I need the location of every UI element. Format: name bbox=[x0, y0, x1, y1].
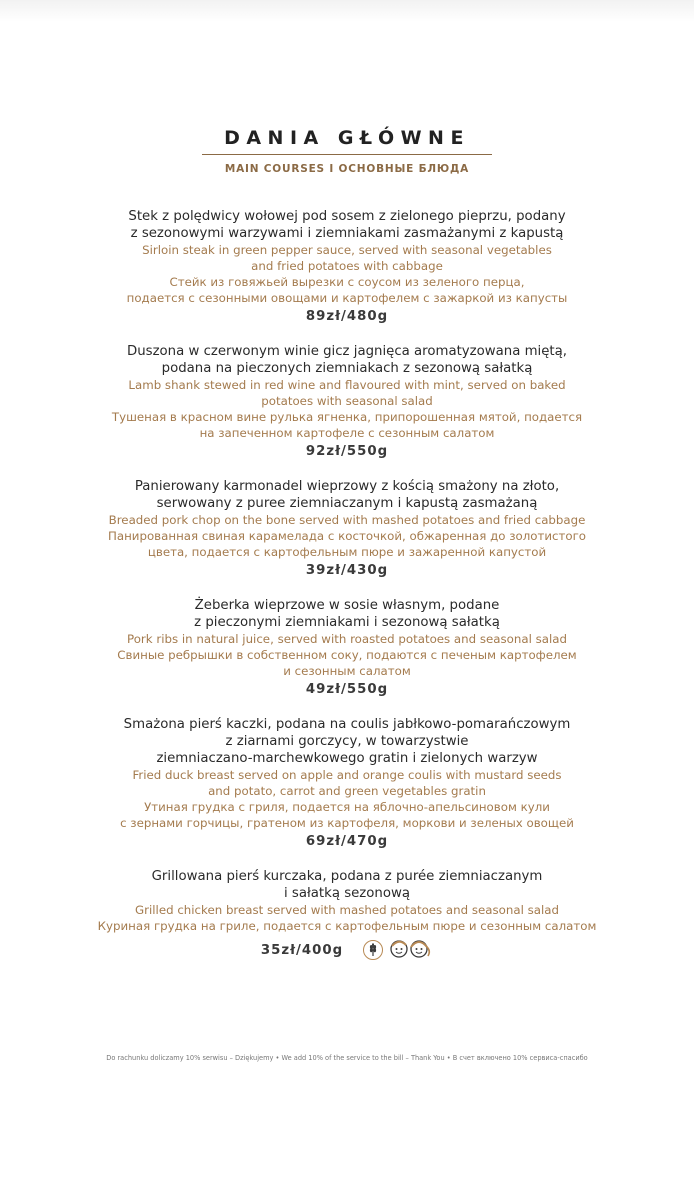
title-divider bbox=[202, 154, 492, 155]
dish-name-en: Sirloin steak in green pepper sauce, served with seasonal vegetables and fried potatoes with cabbage bbox=[142, 243, 552, 273]
service-note: Do rachunku doliczamy 10% serwisu – Dziękujemy • We add 10% of the service to the bill – Thank You • В счет включено 10% сервиса-спасибо bbox=[106, 1054, 588, 1062]
dish-name-pl: Stek z polędwicy wołowej pod sosem z zielonego pieprzu, podany z sezonowymi warzywami i ziemniakami zasmażanymi z kapustą bbox=[128, 209, 566, 241]
page-subtitle: MAIN COURSES I ОСНОВНЫЕ БЛЮДА bbox=[224, 163, 470, 175]
menu-item bbox=[0, 716, 694, 849]
dish-name-en: Fried duck breast served on apple and orange coulis with mustard seeds and potato, carrot and green vegetables gratin bbox=[132, 768, 562, 798]
top-status-shadow bbox=[0, 0, 694, 22]
dish-name-ru: Тушеная в красном вине рулька ягненка, припорошенная мятой, подается на запеченном картофеле с сезонным салатом bbox=[111, 410, 583, 440]
dish-price: 39zł/430g bbox=[305, 563, 389, 578]
dish-name-en: Pork ribs in natural juice, served with roasted potatoes and seasonal salad bbox=[127, 632, 567, 646]
dish-price: 49zł/550g bbox=[305, 682, 389, 697]
dish-name-ru: Свиные ребрышки в собственном соку, подаются с печеным картофелем и сезонным салатом bbox=[117, 648, 577, 678]
dish-name-ru: Панированная свиная карамелада с косточкой, обжаренная до золотистого цвета, подается с картофельным пюре и зажаренной капустой bbox=[107, 529, 587, 559]
wheat-icon bbox=[363, 940, 383, 960]
menu-item bbox=[0, 343, 694, 459]
dish-name-pl: Żeberka wieprzowe w sosie własnym, podane z pieczonymi ziemniakami i sezonową sałatką bbox=[194, 598, 500, 630]
dish-name-en: Grilled chicken breast served with mashed potatoes and seasonal salad bbox=[135, 903, 559, 917]
dish-name-pl: Duszona w czerwonym winie gicz jagnięca aromatyzowana miętą, podana na pieczonych ziemniakach z sezonową sałatką bbox=[126, 344, 568, 376]
dish-price: 35zł/400g bbox=[260, 942, 344, 958]
menu-items bbox=[0, 208, 694, 982]
menu-item bbox=[0, 868, 694, 963]
page-title: DANIA GŁÓWNE bbox=[224, 127, 470, 149]
dish-name-pl: Smażona pierś kaczki, podana na coulis jabłkowo-pomarańczowym z ziarnami gorczycy, w towarzystwie ziemniaczano-marchewkowego gratin i zielonych warzyw bbox=[123, 717, 571, 766]
dish-name-en: Lamb shank stewed in red wine and flavoured with mint, served on baked potatoes with seasonal salad bbox=[128, 378, 566, 408]
dish-name-ru: Утиная грудка с гриля, подается на яблочно-апельсиновом кули с зернами горчицы, гратеном из картофеля, моркови и зеленых овощей bbox=[120, 800, 574, 830]
menu-item bbox=[0, 208, 694, 324]
dish-name-ru: Стейк из говяжьей вырезки с соусом из зеленого перца, подается с сезонными овощами и картофелем с зажаркой из капусты bbox=[126, 275, 568, 305]
menu-item bbox=[0, 478, 694, 578]
dish-name-ru: Куриная грудка на гриле, подается с картофельным пюре и сезонным салатом bbox=[97, 919, 597, 933]
dish-price: 69zł/470g bbox=[305, 834, 389, 849]
dish-name-pl: Panierowany karmonadel wieprzowy z kością smażony na złoto, serwowany z puree ziemniaczanym i kapustą zasmażaną bbox=[134, 479, 560, 511]
menu-header bbox=[0, 125, 694, 175]
menu-item bbox=[0, 597, 694, 697]
dish-price: 92zł/550g bbox=[305, 444, 389, 459]
kids-icon bbox=[387, 937, 433, 963]
dish-name-en: Breaded pork chop on the bone served with mashed potatoes and fried cabbage bbox=[108, 513, 586, 527]
dietary-icons bbox=[363, 937, 433, 963]
dish-name-pl: Grillowana pierś kurczaka, podana z purée ziemniaczanym i sałatką sezonową bbox=[151, 869, 543, 901]
dish-price: 89zł/480g bbox=[305, 309, 389, 324]
